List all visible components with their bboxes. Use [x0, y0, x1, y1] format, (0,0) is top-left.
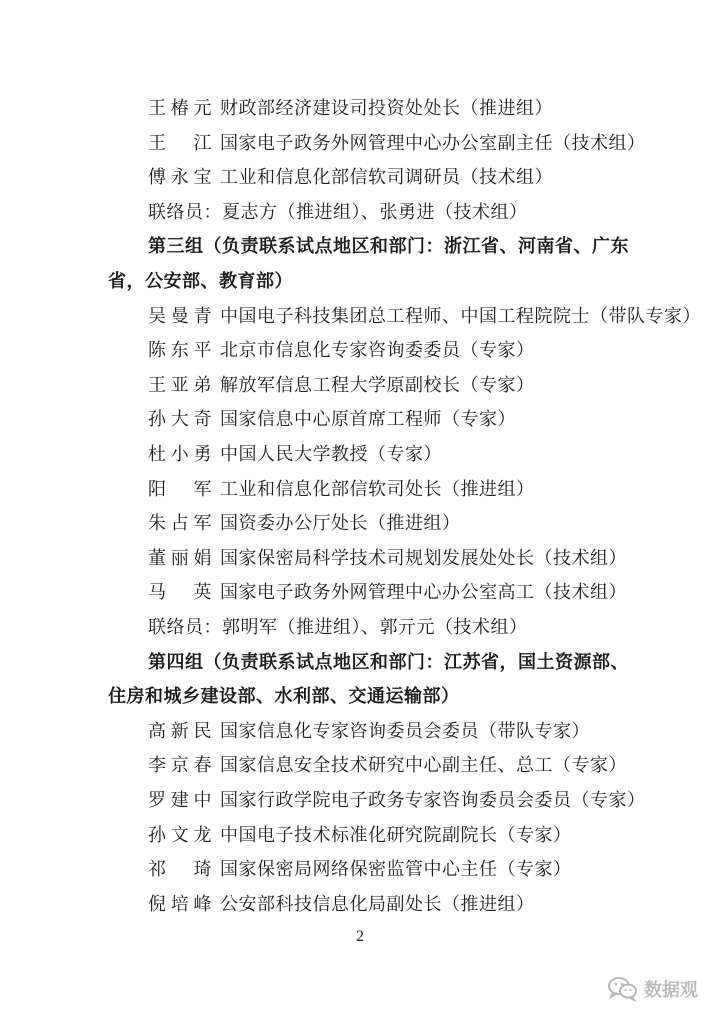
member-entry: [148, 542, 627, 576]
member-title: 国资委办公厅处长（推进组）: [220, 513, 461, 535]
member-entry: [148, 749, 627, 783]
member-title: 北京市信息化专家咨询委委员（专家）: [220, 340, 535, 362]
member-name: 董丽娟: [148, 547, 212, 569]
member-name: 祁 琦: [148, 859, 212, 881]
member-title: 工业和信息化部信软司调研员（技术组）: [220, 167, 553, 189]
member-entry: [148, 819, 572, 853]
member-title: 财政部经济建设司投资处处长（推进组）: [220, 98, 553, 119]
member-title: 国家电子政务外网管理中心办公室副主任（技术组）: [220, 132, 646, 154]
member-name: 倪培峰: [148, 893, 212, 915]
liaison-line: 联络员：夏志方（推进组）、张勇进（技术组）: [148, 201, 528, 223]
member-entry: [148, 403, 516, 437]
member-entry: [148, 369, 535, 403]
watermark: [608, 974, 698, 1004]
member-name: 孙大奇: [148, 409, 212, 431]
member-name: 罗建中: [148, 790, 212, 811]
member-entry: [148, 127, 646, 161]
liaison-line: 联络员：郭明军（推进组）、郭亓元（技术组）: [148, 617, 528, 638]
member-entry: [148, 438, 442, 472]
member-entry: [148, 473, 535, 507]
member-title: 国家电子政务外网管理中心办公室高工（技术组）: [220, 582, 627, 604]
member-title: 中国电子技术标准化研究院副院长（专家）: [220, 824, 572, 846]
watermark-text: 数据观: [644, 980, 698, 1001]
wechat-icon: [608, 976, 638, 1002]
member-name: 吴曼青: [148, 305, 212, 327]
member-title: 中国电子科技集团总工程师、中国工程院院士（带队专家）: [220, 305, 701, 327]
member-title: 国家信息中心原首席工程师（专家）: [220, 409, 516, 431]
group-heading: 第四组（负责联系试点地区和部门：江苏省，国土资源部、: [148, 651, 629, 673]
member-name: 傅永宝: [148, 167, 212, 189]
member-name: 杜小勇: [148, 444, 212, 465]
member-entry: [148, 715, 590, 749]
member-name: 朱占军: [148, 513, 212, 535]
member-entry: [148, 853, 572, 887]
member-name: 王 江: [148, 132, 212, 154]
page-number: 2: [356, 928, 364, 945]
member-name: 阳 军: [148, 478, 212, 500]
member-title: 解放军信息工程大学原副校长（专家）: [220, 374, 535, 396]
member-name: 李京春: [148, 755, 212, 777]
member-title: 公安部科技信息化局副处长（推进组）: [220, 893, 535, 915]
member-name: 高新民: [148, 720, 212, 742]
member-title: 国家信息安全技术研究中心副主任、总工（专家）: [220, 755, 627, 777]
member-entry: [148, 888, 535, 922]
member-entry: [148, 300, 701, 334]
member-title: 中国人民大学教授（专家）: [220, 444, 442, 465]
member-title: 国家保密局网络保密监管中心主任（专家）: [220, 859, 572, 881]
group-heading-continued: 省，公安部、教育部）: [108, 271, 293, 292]
member-entry: [148, 92, 553, 126]
member-name: 孙文龙: [148, 824, 212, 846]
member-entry: [148, 576, 627, 610]
member-entry: [148, 507, 461, 541]
group-heading-continued: 住房和城乡建设部、水利部、交通运输部）: [108, 686, 460, 708]
member-entry: [148, 334, 535, 368]
member-name: 马 英: [148, 582, 212, 604]
member-entry: [148, 161, 553, 195]
group-heading: 第三组（负责联系试点地区和部门：浙江省、河南省、广东: [148, 236, 629, 258]
member-title: 工业和信息化部信软司处长（推进组）: [220, 478, 535, 500]
member-title: 国家行政学院电子政务专家咨询委员会委员（专家）: [220, 790, 646, 811]
member-name: 陈东平: [148, 340, 212, 362]
member-title: 国家信息化专家咨询委员会委员（带队专家）: [220, 720, 590, 742]
member-title: 国家保密局科学技术司规划发展处处长（技术组）: [220, 547, 627, 569]
member-name: 王椿元: [148, 98, 212, 119]
member-name: 王亚弟: [148, 374, 212, 396]
member-entry: [148, 784, 646, 818]
